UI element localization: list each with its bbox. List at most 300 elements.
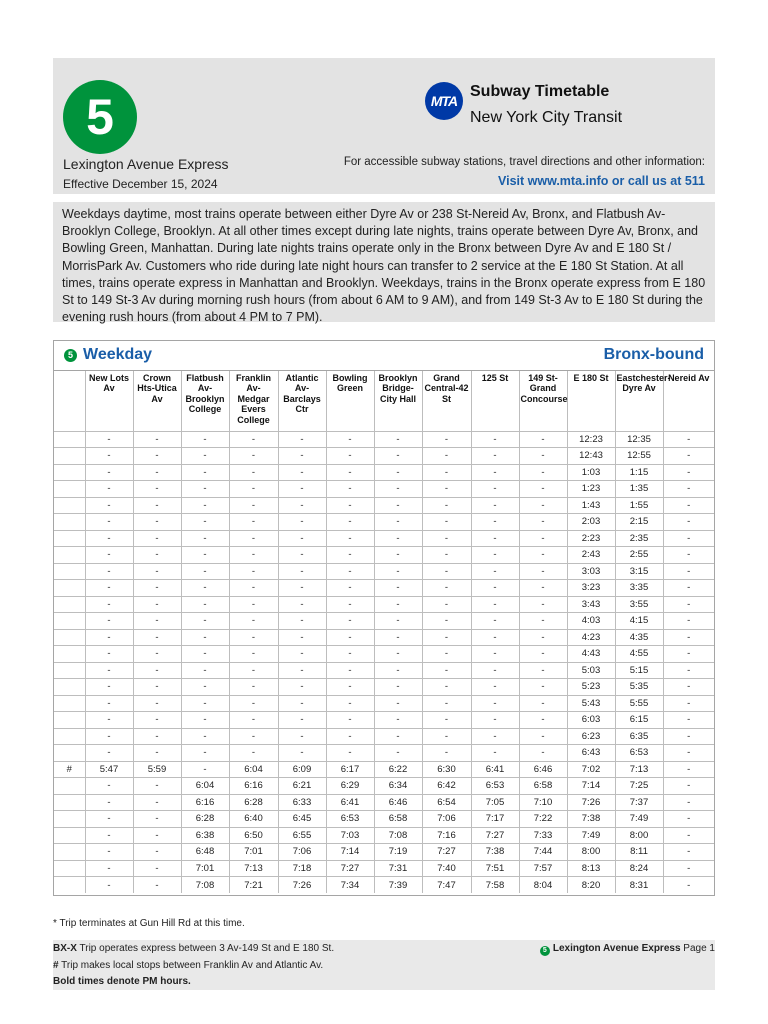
time-cell: 7:25 [615, 778, 663, 795]
time-cell: 7:14 [567, 778, 615, 795]
time-cell: - [374, 448, 422, 465]
time-cell: - [519, 596, 567, 613]
time-cell: - [229, 563, 278, 580]
time-cell: 7:38 [471, 844, 519, 861]
time-cell: 7:16 [422, 827, 471, 844]
time-cell: - [181, 497, 229, 514]
time-cell: - [133, 811, 181, 828]
time-cell: 6:16 [181, 794, 229, 811]
time-cell: - [181, 563, 229, 580]
time-cell: - [229, 646, 278, 663]
table-row [54, 464, 714, 481]
time-cell: - [374, 563, 422, 580]
time-cell: - [85, 695, 133, 712]
time-cell: 7:14 [326, 844, 374, 861]
time-cell: - [278, 695, 326, 712]
time-cell: - [422, 596, 471, 613]
time-cell: - [181, 662, 229, 679]
time-cell: - [422, 646, 471, 663]
time-cell: - [181, 712, 229, 729]
time-cell: - [326, 481, 374, 498]
time-cell: - [326, 712, 374, 729]
trip-note-cell [54, 695, 85, 712]
time-cell: - [326, 547, 374, 564]
time-cell: - [133, 514, 181, 531]
time-cell: - [374, 728, 422, 745]
time-cell: 7:26 [567, 794, 615, 811]
time-cell: - [422, 580, 471, 597]
time-cell: - [278, 530, 326, 547]
time-cell: - [133, 481, 181, 498]
time-cell: 7:01 [181, 860, 229, 877]
time-cell: - [326, 497, 374, 514]
column-header: Bowling Green [326, 371, 374, 431]
time-cell: - [471, 745, 519, 762]
trip-note-cell [54, 877, 85, 894]
time-cell: - [471, 563, 519, 580]
time-cell: 7:38 [567, 811, 615, 828]
time-cell: - [133, 745, 181, 762]
time-cell: 6:23 [567, 728, 615, 745]
time-cell: 4:35 [615, 629, 663, 646]
route-5-footer-icon: 5 [540, 946, 550, 956]
time-cell: - [326, 728, 374, 745]
time-cell: - [326, 613, 374, 630]
column-header: Flatbush Av-Brooklyn College [181, 371, 229, 431]
timetable [53, 340, 715, 896]
time-cell: 6:30 [422, 761, 471, 778]
time-cell: - [229, 497, 278, 514]
time-cell: - [374, 580, 422, 597]
time-cell: 3:55 [615, 596, 663, 613]
time-cell: - [85, 679, 133, 696]
table-row [54, 481, 714, 498]
table-row [54, 712, 714, 729]
time-cell: - [422, 563, 471, 580]
table-row [54, 860, 714, 877]
time-cell: 7:01 [229, 844, 278, 861]
time-cell: - [278, 728, 326, 745]
service-notice: Weekdays daytime, most trains operate between either Dyre Av or 238 St-Nereid Av, Bronx, and Flatbush Av-Brooklyn College, Brooklyn. At all other times except during late nights, trains operate between Dyre Av, Bronx, and Bowling Green, Manhattan. During late nights trains operate only in the Bronx between Dyre Av and E 180 St / MorrisPark Av. Customers who ride during late night hours can transfer to 2 service at the E 180 St Station. At all times, trains operate express in Manhattan and Brooklyn. Weekdays, trains in the Bronx operate express from E 180 St to 149 St-3 Av during morning rush hours (from about 6 AM to 9 AM), and from 149 St-3 Av to E 180 St during the evening rush hours (from about 4 PM to 7 PM). [53, 202, 715, 322]
time-cell: - [85, 629, 133, 646]
time-cell: - [519, 695, 567, 712]
time-cell: 7:22 [519, 811, 567, 828]
time-cell: - [519, 629, 567, 646]
time-cell: - [229, 712, 278, 729]
column-header: Brooklyn Bridge-City Hall [374, 371, 422, 431]
time-cell: - [133, 596, 181, 613]
time-cell: - [326, 514, 374, 531]
time-cell: - [422, 530, 471, 547]
time-cell: 7:06 [422, 811, 471, 828]
time-cell: - [374, 481, 422, 498]
time-cell: - [229, 448, 278, 465]
time-cell: - [326, 580, 374, 597]
time-cell: - [422, 464, 471, 481]
time-cell: - [181, 745, 229, 762]
time-cell: - [133, 844, 181, 861]
time-cell: - [663, 563, 714, 580]
time-cell: - [181, 728, 229, 745]
time-cell: - [278, 745, 326, 762]
time-cell: 3:03 [567, 563, 615, 580]
time-cell: - [374, 596, 422, 613]
time-cell: 6:04 [229, 761, 278, 778]
time-cell: 2:35 [615, 530, 663, 547]
time-cell: - [133, 629, 181, 646]
time-cell: - [229, 481, 278, 498]
time-cell: 7:57 [519, 860, 567, 877]
time-cell: 6:03 [567, 712, 615, 729]
time-cell: - [374, 613, 422, 630]
time-cell: - [85, 662, 133, 679]
time-cell: - [133, 530, 181, 547]
time-cell: - [133, 662, 181, 679]
time-cell: - [374, 497, 422, 514]
trip-note-cell [54, 596, 85, 613]
time-cell: 7:06 [278, 844, 326, 861]
time-cell: 6:43 [567, 745, 615, 762]
time-cell: - [278, 596, 326, 613]
trip-note-cell [54, 794, 85, 811]
time-cell: - [519, 580, 567, 597]
hash-text: Trip makes local stops between Franklin Av and Atlantic Av. [58, 960, 324, 971]
time-cell: - [85, 448, 133, 465]
time-cell: - [326, 662, 374, 679]
time-cell: - [326, 679, 374, 696]
time-cell: 7:44 [519, 844, 567, 861]
time-cell: - [471, 695, 519, 712]
time-cell: - [374, 695, 422, 712]
time-cell: - [326, 629, 374, 646]
time-cell: - [278, 613, 326, 630]
time-cell: - [85, 877, 133, 894]
time-cell: 6:35 [615, 728, 663, 745]
time-cell: - [85, 580, 133, 597]
table-row [54, 547, 714, 564]
table-row [54, 811, 714, 828]
time-cell: 7:33 [519, 827, 567, 844]
legend [53, 940, 715, 990]
time-cell: - [133, 794, 181, 811]
trip-note-cell [54, 629, 85, 646]
table-row [54, 613, 714, 630]
time-cell: - [133, 497, 181, 514]
time-cell: - [663, 877, 714, 894]
bxx-code: BX-X [53, 943, 77, 954]
time-cell: - [519, 497, 567, 514]
table-row [54, 778, 714, 795]
time-cell: - [422, 547, 471, 564]
time-cell: 8:13 [567, 860, 615, 877]
trip-note-cell [54, 827, 85, 844]
time-cell: - [663, 745, 714, 762]
time-cell: - [181, 530, 229, 547]
time-cell: 6:58 [374, 811, 422, 828]
time-cell: 5:03 [567, 662, 615, 679]
column-header: Nereid Av [663, 371, 714, 431]
time-cell: 1:55 [615, 497, 663, 514]
time-cell: 6:09 [278, 761, 326, 778]
time-cell: 6:04 [181, 778, 229, 795]
trip-note-cell [54, 481, 85, 498]
time-cell: - [471, 580, 519, 597]
time-cell: 4:23 [567, 629, 615, 646]
table-row [54, 497, 714, 514]
trip-note-cell [54, 728, 85, 745]
time-cell: 8:11 [615, 844, 663, 861]
time-cell: - [422, 448, 471, 465]
time-cell: - [326, 695, 374, 712]
time-cell: - [663, 811, 714, 828]
time-cell: - [422, 679, 471, 696]
trip-note-cell [54, 679, 85, 696]
table-row [54, 646, 714, 663]
time-cell: 1:35 [615, 481, 663, 498]
time-cell: - [229, 464, 278, 481]
time-cell: - [519, 646, 567, 663]
table-row [54, 695, 714, 712]
time-cell: 3:43 [567, 596, 615, 613]
table-row [54, 662, 714, 679]
time-cell: - [229, 514, 278, 531]
time-cell: - [85, 778, 133, 795]
time-cell: - [663, 860, 714, 877]
time-cell: - [181, 695, 229, 712]
time-cell: - [663, 464, 714, 481]
time-cell: 12:43 [567, 448, 615, 465]
time-cell: 6:16 [229, 778, 278, 795]
time-cell: - [422, 712, 471, 729]
time-cell: - [471, 728, 519, 745]
time-cell: - [85, 860, 133, 877]
trip-note-cell [54, 464, 85, 481]
time-cell: - [663, 761, 714, 778]
time-cell: - [85, 712, 133, 729]
time-cell: - [181, 580, 229, 597]
time-cell: 6:17 [326, 761, 374, 778]
table-row [54, 563, 714, 580]
time-cell: 5:35 [615, 679, 663, 696]
trip-note-cell [54, 745, 85, 762]
time-cell: 7:34 [326, 877, 374, 894]
time-cell: 6:29 [326, 778, 374, 795]
visit-link[interactable]: Visit www.mta.info or call us at 511 [497, 174, 705, 188]
time-cell: 3:23 [567, 580, 615, 597]
time-cell: 6:53 [471, 778, 519, 795]
bxx-text: Trip operates express between 3 Av-149 St and E 180 St. [76, 943, 335, 954]
trip-note-cell [54, 497, 85, 514]
time-cell: 8:00 [567, 844, 615, 861]
time-cell: - [85, 811, 133, 828]
time-cell: - [278, 514, 326, 531]
time-cell: - [374, 547, 422, 564]
time-cell: 6:55 [278, 827, 326, 844]
time-cell: - [471, 662, 519, 679]
time-cell: 7:19 [374, 844, 422, 861]
time-cell: 1:15 [615, 464, 663, 481]
table-row [54, 794, 714, 811]
time-cell: - [181, 431, 229, 448]
trip-note-cell: # [54, 761, 85, 778]
time-cell: - [133, 431, 181, 448]
time-cell: - [133, 712, 181, 729]
time-cell: - [85, 431, 133, 448]
time-cell: - [85, 844, 133, 861]
column-header: Atlantic Av-Barclays Ctr [278, 371, 326, 431]
time-cell: - [663, 844, 714, 861]
time-cell: - [519, 745, 567, 762]
time-cell: - [278, 481, 326, 498]
time-cell: 6:45 [278, 811, 326, 828]
time-cell: 2:15 [615, 514, 663, 531]
trip-note-cell [54, 778, 85, 795]
time-cell: 7:26 [278, 877, 326, 894]
time-cell: - [663, 530, 714, 547]
time-cell: - [519, 530, 567, 547]
time-cell: - [422, 481, 471, 498]
column-header: Eastchester-Dyre Av [615, 371, 663, 431]
page-label: Page 1 [680, 943, 715, 954]
time-cell: - [133, 778, 181, 795]
time-cell: - [278, 431, 326, 448]
time-cell: 4:43 [567, 646, 615, 663]
legend-hash [53, 960, 323, 971]
timetable-header [53, 58, 715, 194]
time-cell: - [471, 464, 519, 481]
time-cell: - [519, 712, 567, 729]
time-cell: 3:15 [615, 563, 663, 580]
time-cell: - [181, 481, 229, 498]
time-cell: - [422, 629, 471, 646]
time-cell: 5:59 [133, 761, 181, 778]
time-cell: - [181, 761, 229, 778]
time-cell: 6:22 [374, 761, 422, 778]
time-cell: - [229, 580, 278, 597]
header-row [54, 371, 714, 431]
time-cell: - [229, 547, 278, 564]
route-5-bullet: 5 [63, 80, 137, 154]
table-row [54, 745, 714, 762]
time-cell: - [85, 481, 133, 498]
time-cell: 6:38 [181, 827, 229, 844]
column-header: New Lots Av [85, 371, 133, 431]
column-header: Crown Hts-Utica Av [133, 371, 181, 431]
time-cell: - [422, 745, 471, 762]
time-cell: 6:54 [422, 794, 471, 811]
time-cell: - [278, 547, 326, 564]
time-cell: 2:55 [615, 547, 663, 564]
page-line: Lexington Avenue Express [552, 943, 681, 954]
time-cell: - [278, 712, 326, 729]
time-cell: - [519, 464, 567, 481]
time-cell: - [374, 662, 422, 679]
time-cell: - [422, 497, 471, 514]
time-cell: - [326, 745, 374, 762]
time-cell: 7:49 [567, 827, 615, 844]
time-cell: - [326, 530, 374, 547]
time-cell: 6:53 [326, 811, 374, 828]
time-cell: - [229, 679, 278, 696]
time-cell: - [471, 530, 519, 547]
time-cell: - [278, 497, 326, 514]
time-cell: - [326, 646, 374, 663]
time-cell: 6:58 [519, 778, 567, 795]
time-cell: - [663, 514, 714, 531]
trip-note-cell [54, 448, 85, 465]
time-cell: - [229, 728, 278, 745]
time-cell: - [422, 662, 471, 679]
time-cell: 7:05 [471, 794, 519, 811]
time-cell: 7:17 [471, 811, 519, 828]
time-cell: - [663, 728, 714, 745]
time-cell: 6:48 [181, 844, 229, 861]
time-cell: 7:31 [374, 860, 422, 877]
column-header [54, 371, 85, 431]
time-cell: - [663, 695, 714, 712]
time-cell: - [181, 448, 229, 465]
time-cell: 5:15 [615, 662, 663, 679]
time-cell: - [663, 448, 714, 465]
time-cell: 6:34 [374, 778, 422, 795]
time-cell: - [85, 497, 133, 514]
time-cell: 8:20 [567, 877, 615, 894]
time-cell: 6:53 [615, 745, 663, 762]
column-header: E 180 St [567, 371, 615, 431]
column-header: 125 St [471, 371, 519, 431]
time-cell: 2:43 [567, 547, 615, 564]
time-cell: 7:08 [374, 827, 422, 844]
time-cell: - [374, 431, 422, 448]
time-cell: - [471, 613, 519, 630]
time-cell: - [663, 646, 714, 663]
time-cell: 7:39 [374, 877, 422, 894]
time-cell: 7:18 [278, 860, 326, 877]
time-cell: - [471, 679, 519, 696]
time-cell: - [519, 662, 567, 679]
time-cell: 12:35 [615, 431, 663, 448]
time-cell: - [85, 827, 133, 844]
time-cell: - [85, 794, 133, 811]
time-cell: - [663, 613, 714, 630]
time-cell: - [85, 646, 133, 663]
time-cell: 6:46 [519, 761, 567, 778]
time-cell: 7:58 [471, 877, 519, 894]
time-cell: 6:21 [278, 778, 326, 795]
time-cell: - [133, 448, 181, 465]
time-cell: - [326, 464, 374, 481]
trip-note-cell [54, 431, 85, 448]
time-cell: - [278, 580, 326, 597]
time-cell: - [663, 431, 714, 448]
time-cell: 3:35 [615, 580, 663, 597]
time-cell: - [519, 563, 567, 580]
table-row [54, 827, 714, 844]
time-cell: - [471, 712, 519, 729]
time-cell: - [519, 481, 567, 498]
time-cell: - [229, 530, 278, 547]
time-cell: - [133, 695, 181, 712]
table-row [54, 514, 714, 531]
time-cell: - [663, 580, 714, 597]
time-cell: 5:55 [615, 695, 663, 712]
time-cell: - [326, 431, 374, 448]
column-header: 149 St-Grand Concourse [519, 371, 567, 431]
time-cell: - [519, 613, 567, 630]
footnote-star: * Trip terminates at Gun Hill Rd at this time. [53, 918, 245, 929]
time-cell: 12:55 [615, 448, 663, 465]
time-cell: 1:03 [567, 464, 615, 481]
